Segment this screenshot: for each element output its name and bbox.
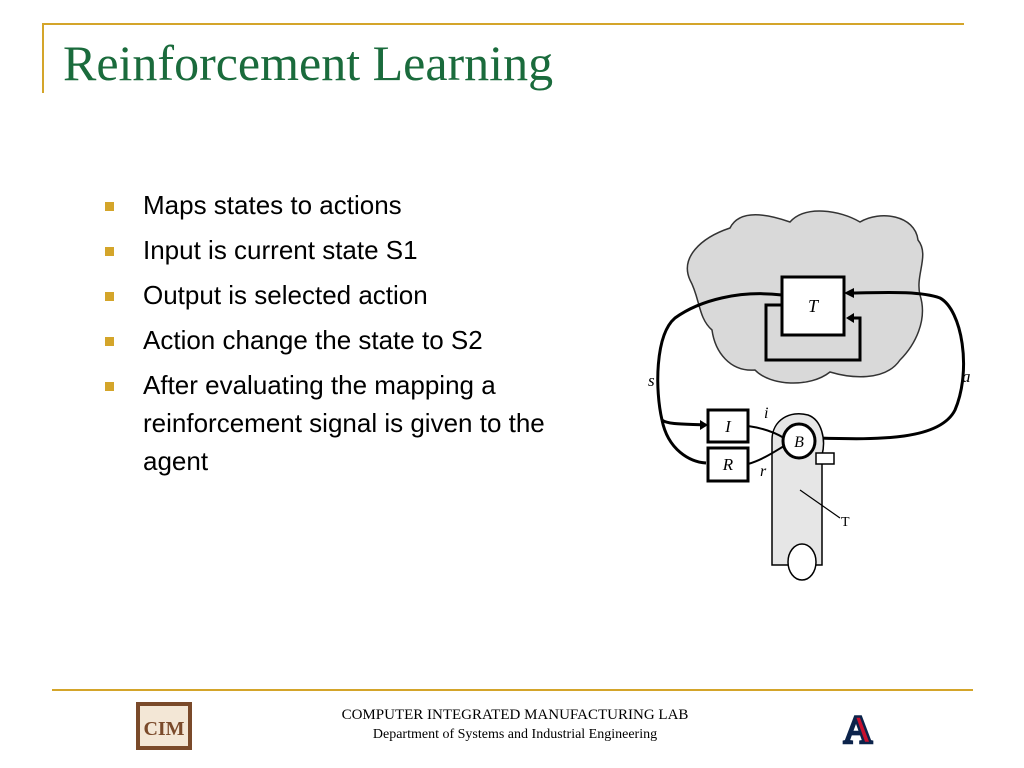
t-pointer-label: T bbox=[841, 515, 850, 530]
bullet-item bbox=[105, 366, 585, 480]
bullet-square-icon bbox=[105, 337, 114, 346]
footer-department: Department of Systems and Industrial Engineering bbox=[372, 727, 658, 742]
bullet-text: After evaluating the mapping a reinforcement signal is given to the agent bbox=[143, 370, 545, 476]
bullet-item bbox=[105, 231, 585, 269]
bottom-divider bbox=[52, 689, 973, 691]
b-circle-label: B bbox=[794, 434, 804, 451]
bullet-square-icon bbox=[105, 382, 114, 391]
bullet-text: Output is selected action bbox=[143, 280, 428, 310]
r-label: r bbox=[760, 463, 767, 480]
bullet-text: Input is current state S1 bbox=[143, 235, 418, 265]
rl-agent-diagram bbox=[640, 205, 971, 590]
cim-logo bbox=[136, 702, 192, 750]
i-label: i bbox=[764, 405, 769, 422]
bullet-item bbox=[105, 321, 585, 359]
university-logo-text: A bbox=[843, 707, 873, 752]
bullet-square-icon bbox=[105, 247, 114, 256]
r-box-label: R bbox=[722, 455, 734, 474]
bullet-square-icon bbox=[105, 202, 114, 211]
footer-lab-name: COMPUTER INTEGRATED MANUFACTURING LAB bbox=[341, 707, 689, 723]
a-label: a bbox=[962, 367, 971, 386]
bullet-text: Action change the state to S2 bbox=[143, 325, 483, 355]
bullet-item bbox=[105, 276, 585, 314]
state-to-i-line bbox=[662, 420, 706, 425]
top-divider bbox=[42, 23, 964, 25]
s-label: s bbox=[648, 371, 655, 390]
state-to-r-line bbox=[662, 420, 706, 463]
agent-lower-circle bbox=[788, 544, 816, 580]
agent-plug bbox=[816, 453, 834, 464]
bullet-item bbox=[105, 186, 585, 224]
cim-logo-text: CIM bbox=[143, 718, 185, 740]
university-logo bbox=[836, 707, 880, 752]
bullet-text: Maps states to actions bbox=[143, 190, 402, 220]
i-box-label: I bbox=[725, 417, 731, 436]
footer bbox=[290, 706, 740, 745]
t-box-label: T bbox=[807, 296, 819, 316]
slide-title: Reinforcement Learning bbox=[63, 35, 554, 91]
left-divider bbox=[42, 23, 44, 93]
bullet-list bbox=[105, 186, 585, 487]
bullet-square-icon bbox=[105, 292, 114, 301]
